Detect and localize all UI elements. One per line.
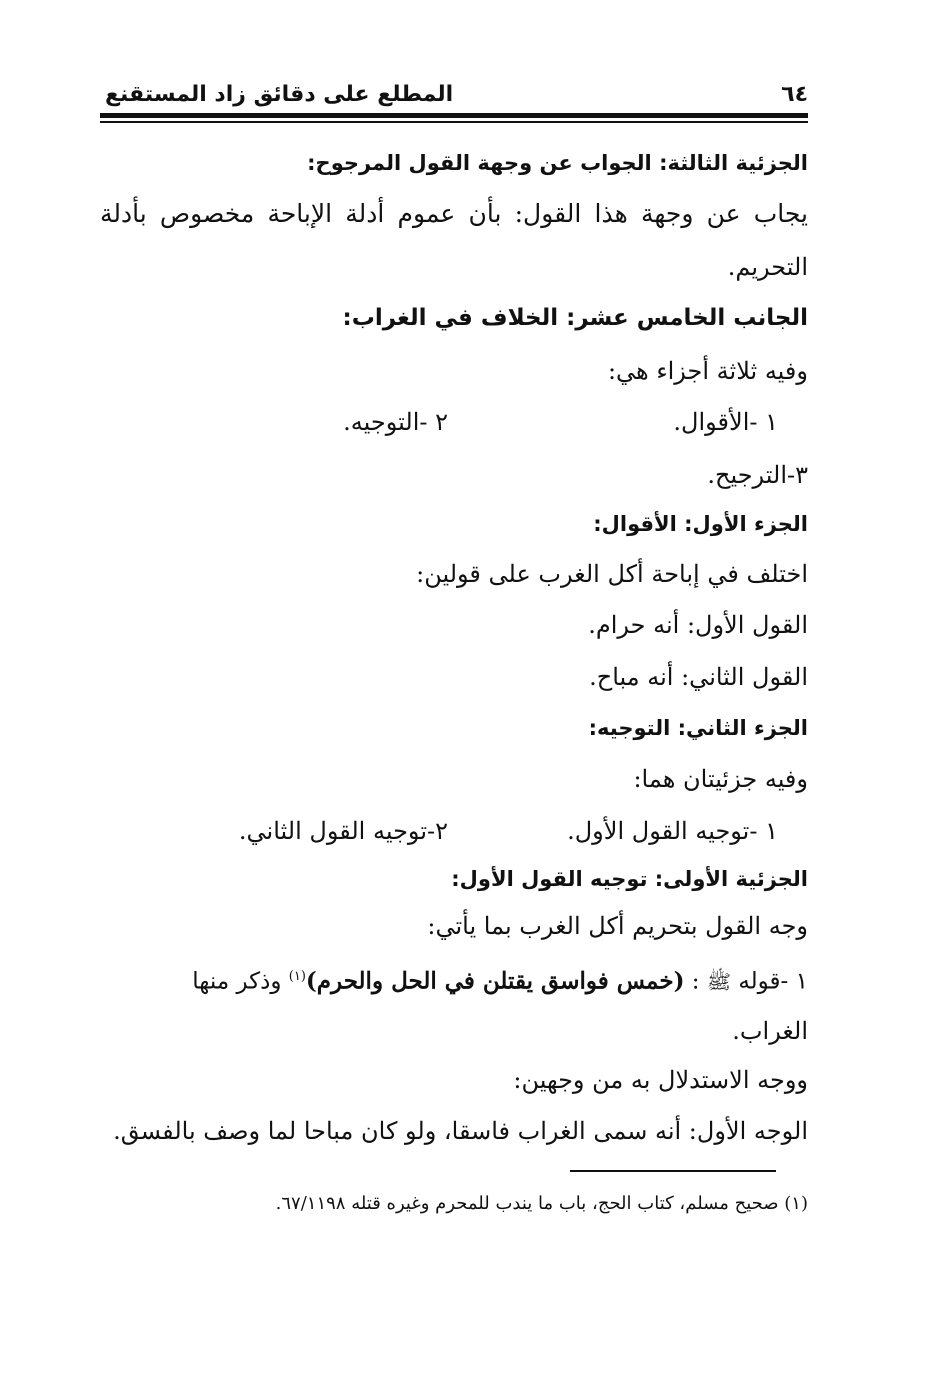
- subheading-part3: الجزئية الثالثة: الجواب عن وجهة القول المرجوح:: [307, 151, 808, 175]
- header-rule-thin: [100, 121, 808, 123]
- body-line: ووجه الاستدلال به من وجهين:: [513, 1066, 808, 1094]
- body-line: وفيه جزئيتان هما:: [633, 765, 808, 793]
- subheading-part1: الجزء الأول: الأقوال:: [593, 512, 808, 536]
- body-line: وفيه ثلاثة أجزاء هي:: [607, 357, 808, 385]
- list-item-1: ١ -توجيه القول الأول.: [567, 817, 778, 845]
- body-line: اختلف في إباحة أكل الغرب على قولين:: [416, 560, 808, 588]
- footnote-ref: (١): [288, 969, 306, 984]
- list-item-2: ٢ -التوجيه.: [343, 408, 448, 436]
- section-heading-15: الجانب الخامس عشر: الخلاف في الغراب:: [342, 305, 808, 331]
- header-rule-thick: [100, 113, 808, 118]
- running-header-title: المطلع على دقائق زاد المستقنع: [105, 82, 454, 107]
- body-line: الوجه الأول: أنه سمى الغراب فاسقا، ولو كان مباحا لما وصف بالفسق.: [113, 1117, 808, 1145]
- body-line: يجاب عن وجهة هذا القول: بأن عموم أدلة الإباحة مخصوص بأدلة: [100, 199, 808, 228]
- hadith-intro: ١ -قوله: [738, 968, 808, 995]
- subheading-first-part: الجزئية الأولى: توجيه القول الأول:: [451, 867, 808, 891]
- salutation-glyph: ﷺ: [706, 969, 732, 994]
- list-item-3: ٣-الترجيح.: [707, 461, 808, 489]
- footnote: (١) صحيح مسلم، كتاب الحج، باب ما يندب للمحرم وغيره قتله ٦٧/١١٩٨.: [275, 1193, 808, 1214]
- body-line: وجه القول بتحريم أكل الغرب بما يأتي:: [427, 912, 808, 940]
- hadith-quote: (خمس فواسق يقتلن في الحل والحرم): [305, 967, 685, 995]
- body-line: الغراب.: [732, 1017, 808, 1045]
- body-line: التحريم.: [727, 253, 808, 281]
- page-number: ٦٤: [781, 82, 808, 107]
- footnote-rule: [570, 1170, 776, 1172]
- subheading-part2: الجزء الثاني: التوجيه:: [588, 716, 808, 740]
- hadith-colon: :: [691, 968, 700, 995]
- list-item-2: ٢-توجيه القول الثاني.: [238, 817, 448, 845]
- hadith-line: [100, 960, 808, 994]
- list-item-1: ١ -الأقوال.: [673, 408, 778, 436]
- hadith-continuation: وذكر منها: [192, 968, 282, 995]
- body-line: القول الثاني: أنه مباح.: [589, 663, 808, 691]
- body-line: القول الأول: أنه حرام.: [588, 611, 808, 639]
